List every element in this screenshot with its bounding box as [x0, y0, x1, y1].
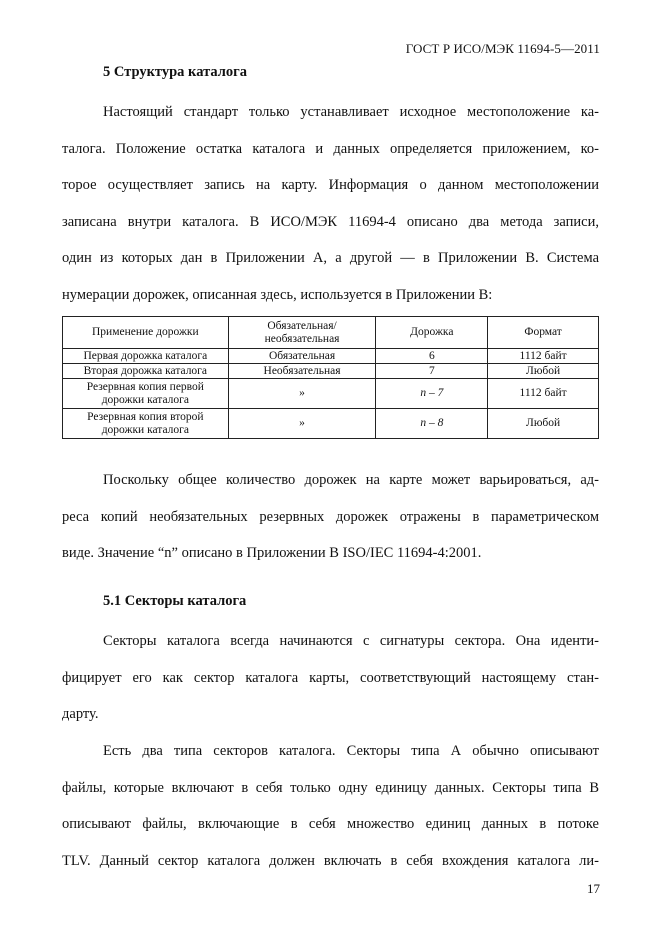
text-line: TLV. Данный сектор каталога должен включать в себя вхождения каталога ли-: [62, 852, 599, 869]
text-line: фицирует его как сектор каталога карты, соответствующий настоящему стан-: [62, 669, 599, 686]
table-cell: 6: [376, 349, 488, 364]
table-row: [63, 409, 599, 439]
table-header-cell: Применение дорожки: [63, 317, 229, 349]
text-line: Секторы каталога всегда начинаются с сигнатуры сектора. Она иденти-: [103, 633, 599, 649]
table-row: [63, 349, 599, 364]
table-cell: 7: [376, 364, 488, 379]
text-line: виде. Значение “n” описано в Приложении В ISO/IEC 11694-4:2001.: [62, 545, 482, 561]
table-row: [63, 364, 599, 379]
table-cell: Резервная копия первой дорожки каталога: [63, 379, 229, 409]
text-line: нумерации дорожек, описанная здесь, используется в Приложении В:: [62, 286, 493, 303]
text-line: Поскольку общее количество дорожек на карте может варьироваться, ад-: [103, 472, 599, 488]
table-cell: n – 8: [376, 409, 488, 439]
table-cell: Резервная копия второй дорожки каталога: [63, 409, 229, 439]
text-line: один из которых дан в Приложении А, а другой — в Приложении В. Система: [62, 250, 599, 266]
text-line: файлы, которые включают в себя только одну единицу данных. Секторы типа В: [62, 779, 599, 796]
section-5-title: 5 Структура каталога: [103, 64, 247, 80]
table-header-cell: Обязательная/ необязательная: [228, 317, 376, 349]
table-cell: »: [228, 379, 376, 409]
table-cell: Необязательная: [228, 364, 376, 379]
table-cell: Вторая дорожка каталога: [63, 364, 229, 379]
text-line: реса копий необязательных резервных дорожек отражены в параметрическом: [62, 508, 599, 525]
table-cell: 1112 байт: [488, 349, 599, 364]
section-5-1-paragraph-2: [62, 733, 599, 879]
table-cell: Первая дорожка каталога: [63, 349, 229, 364]
table-row: [63, 379, 599, 409]
text-line: талога. Положение остатка каталога и данных определяется приложением, ко-: [62, 140, 599, 157]
document-code-header: ГОСТ Р ИСО/МЭК 11694-5—2011: [405, 41, 600, 56]
text-line: описывают файлы, включающие в себя множество единиц данных в потоке: [62, 816, 599, 832]
text-line: записана внутри каталога. В ИСО/МЭК 11694-4 описано два метода записи,: [62, 213, 599, 230]
table-header-row: [63, 317, 599, 349]
table-header-cell: Формат: [488, 317, 599, 349]
table-cell: n – 7: [376, 379, 488, 409]
section-5-1-paragraph-1: [62, 623, 599, 733]
section-5-paragraph-2: [62, 462, 599, 572]
section-5-1-title: 5.1 Секторы каталога: [103, 593, 247, 609]
text-line: торое осуществляет запись на карту. Информация о данном местоположении: [62, 177, 599, 193]
table-cell: »: [228, 409, 376, 439]
text-line: Настоящий стандарт только устанавливает исходное местоположение ка-: [103, 104, 599, 120]
table-cell: 1112 байт: [488, 379, 599, 409]
table-header-cell: Дорожка: [376, 317, 488, 349]
page-number: 17: [587, 881, 600, 896]
table-cell: Любой: [488, 364, 599, 379]
table-cell: Любой: [488, 409, 599, 439]
text-line: дарту.: [62, 706, 99, 722]
text-line: Есть два типа секторов каталога. Секторы типа А обычно описывают: [103, 743, 599, 759]
track-table: [62, 316, 599, 439]
section-5-paragraph-1: [62, 94, 599, 313]
table-cell: Обязательная: [228, 349, 376, 364]
